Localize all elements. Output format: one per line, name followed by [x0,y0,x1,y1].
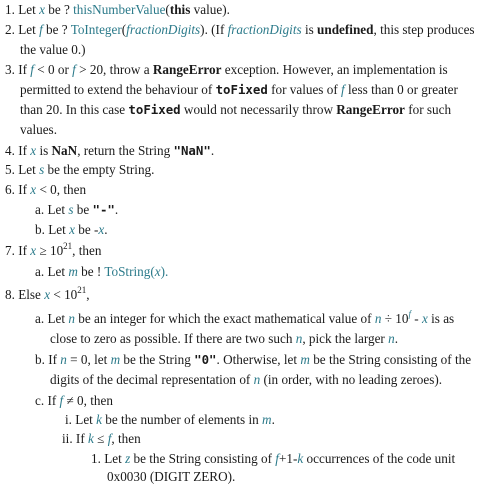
step-5: 5. Let s be the empty String. [5,162,155,177]
step-8a: a. Let n be an integer for which the exact mathematical value of $n \div 10^f - x$ is as [35,309,455,326]
step-3-line-2: permitted to extend the behaviour of toFixed for values of f less than 0 or greater [20,82,458,97]
link-tointeger[interactable]: ToInteger [70,22,122,37]
step-6: 6. If x < 0, then [5,182,87,197]
link-thisnumbervalue[interactable]: thisNumberValue [73,2,166,17]
step-7a: a. Let m be ! ToString(x). [35,264,169,279]
link-tostring[interactable]: ToString [104,264,151,279]
step-8b-cont: digits of the decimal representation of n (in order, with no leading zeroes). [50,372,443,387]
step-8a-cont: close to zero as possible. If there are two such n, pick the larger n. [50,331,399,346]
step-8c: c. If f ≠ 0, then [35,393,113,408]
step-8c-ii-1-cont: 0x0030 (DIGIT ZERO). [107,469,236,484]
step-3: 3. If f < 0 or f > 20, throw a RangeError exception. However, an implementation is [5,62,448,77]
step-1: 1. Let x be ? thisNumberValue(this value). [5,2,230,17]
step-6b: b. Let x be -x. [35,222,108,237]
step-8b: b. If n = 0, let m be the String "0". Otherwise, let m be the String consisting of the [35,352,472,367]
step-8c-i: i. Let k be the number of elements in m. [65,412,275,427]
step-8c-ii-1: 1. Let z be the String consisting of f+1-k occurrences of the code unit [91,451,456,466]
step-2-cont: the value 0.) [20,42,86,57]
step-7: 7. If $x \ge 10^{21}$, then [5,241,102,258]
step-4: 4. If x is NaN, return the String "NaN". [5,143,215,158]
step-2: 2. Let f be ? ToInteger(fractionDigits). (If fractionDigits is undefined, this step produces [5,22,475,37]
step-6a: a. Let s be "-". [35,202,119,217]
step-3-line-4: values. [20,122,57,137]
step-3-line-3: than 20. In this case toFixed would not necessarily throw RangeError for such [20,102,452,117]
step-8c-ii: ii. If k ≤ f, then [62,431,141,446]
step-8: 8. Else $x < 10^{21}$, [5,285,90,302]
